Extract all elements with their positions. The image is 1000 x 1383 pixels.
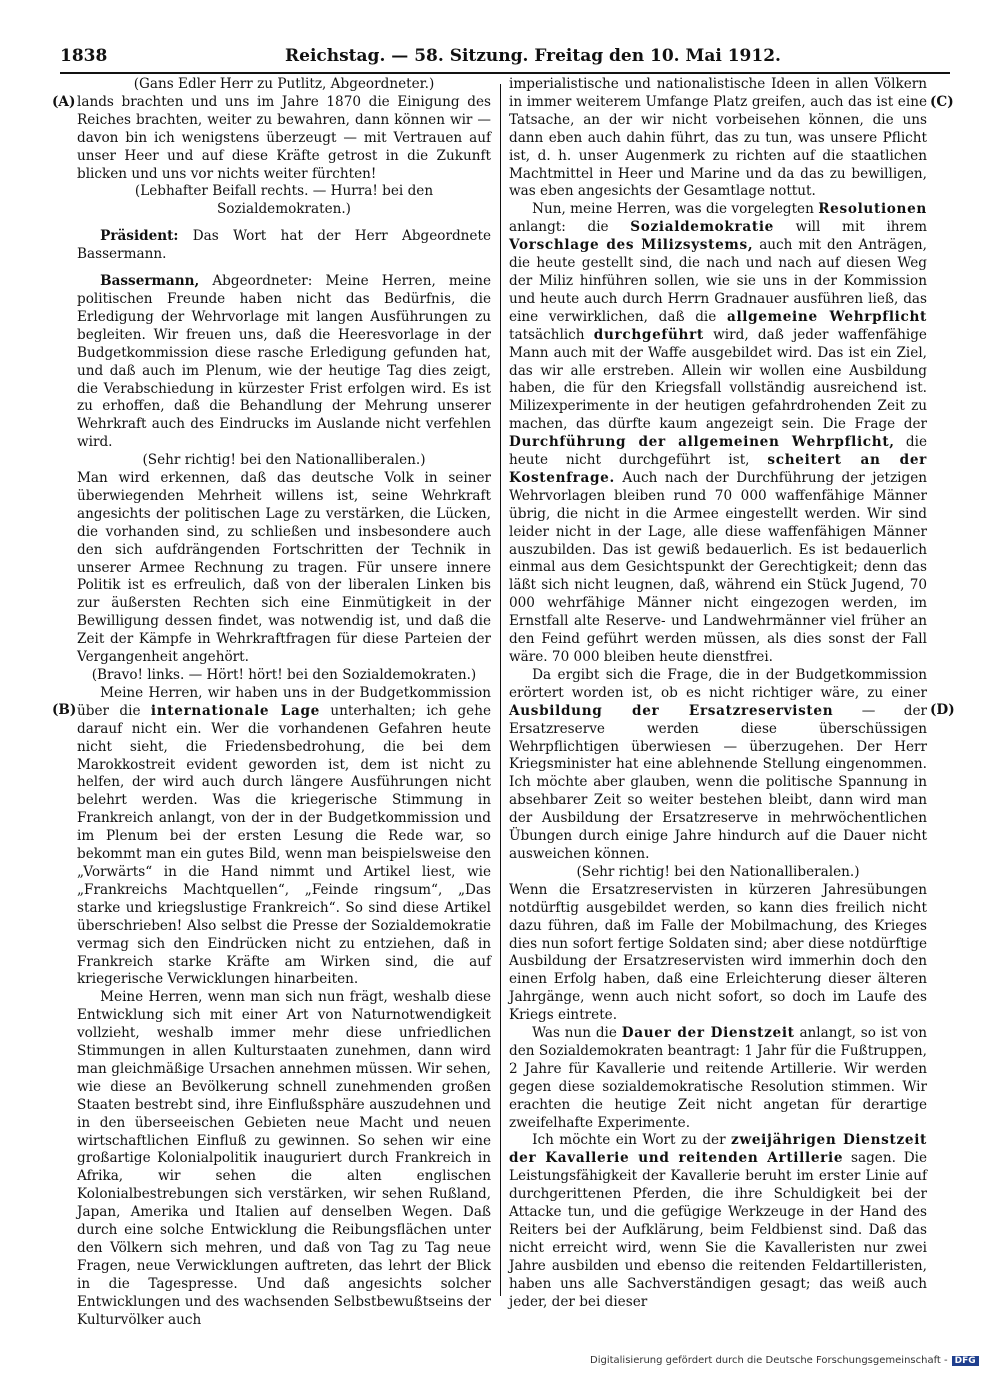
paragraph: Meine Herren, wenn man sich nun frägt, weshalb diese Entwicklung sich mit einer Art von Naturnotwendigkeit vollzieht, weshalb immer mehr diese unfriedlichen Stimmungen in allen Kulturstaaten zunehmen, dann wird man gleichmäßige Ursachen annehmen müssen. Wir sehen, wie diese an Bevölkerung schnell zunehmenden großen Staaten bestrebt sind, ihre Einflußsphäre auszudehnen und in den überseeischen Gebieten neue Macht und neuen wirtschaftlichen Einfluß zu gewinnen. So sehen wir eine großartige Kolonialpolitik inauguriert durch Frankreich in Afrika, wir sehen die alten englischen Kolonialbestrebungen sich verstärken, wir sehen Rußland, Japan, Amerika und Italien auf denselben Wegen. Daß durch eine solche Entwicklung die Reibungsflächen unter den Völkern sich mehren, und daß von Tag zu Tag neue Fragen, neue Verwicklungen auftreten, das lehrt der Blick in die Tagespresse. Und daß angesichts solcher Entwicklungen und des wachsenden Selbstbewußtseins der Kulturvölker auch	[77, 989, 491, 1328]
speaker-label: Präsident:	[100, 228, 179, 245]
paragraph: Wenn die Ersatzreservisten in kürzeren Jahresübungen notdürftig ausgebildet werden, so kann dies freilich nicht dazu führen, daß im Falle der Mobilmachung, des Krieges dies nun sofort fertige Soldaten sind; aber diese notdürftige Ausbildung der Ersatzreservisten wird immerhin doch den einen Erfolg haben, daß eine Erleichterung dieser älteren Jahrgänge, wenn auch nicht sofort, so doch im Laufe des Kriegs eintrete.	[509, 881, 927, 1024]
running-head: Reichstag. — 58. Sitzung. Freitag den 10. Mai 1912.	[285, 46, 781, 66]
credit-text: Digitalisierung gefördert durch die Deutsche Forschungsgemeinschaft -	[590, 1355, 948, 1366]
dfg-logo: DFG	[952, 1356, 979, 1366]
margin-marker-c: (C)	[930, 94, 954, 110]
paragraph: Bassermann, Abgeordneter: Meine Herren, meine politischen Freunde haben nicht das Bedürfnis, die Erledigung der Wehrvorlage mit langen Ausführungen zu begleiten. Wir freuen uns, daß die Heeresvorlage in der Budgetkommission diese rasche Erledigung gefunden hat, und daß auch im Plenum, wie der heutige Tag dies zeigt, die Verabschiedung in kürzester Frist erfolgen wird. Es ist zu erhoffen, daß die Behandlung der Mehrung unserer Wehrkraft auch des Eindrucks im Auslande nicht verfehlen wird.	[77, 273, 491, 451]
paragraph: lands brachten und uns im Jahre 1870 die Einigung des Reiches brachten, weiter zu bewahren, dann können wir — davon bin ich wenigstens überzeugt — mit Vertrauen auf unser Heer und auf diese Kräfte getrost in die Zukunft blicken und uns vor nichts weiter fürchten!	[77, 93, 491, 182]
digitization-credit	[590, 1355, 979, 1366]
left-column	[77, 76, 491, 1330]
page-header	[60, 46, 960, 72]
right-column	[509, 76, 927, 1312]
speaker-note: (Gans Edler Herr zu Putlitz, Abgeordneter.)	[133, 76, 435, 92]
paragraph: imperialistische und nationalistische Ideen in allen Völkern in immer weiterem Umfange Platz greifen, auch das ist eine Tatsache, an der wir nicht vorbeisehen können, die uns dann eben auch dahin führt, das zu tun, was unsere Pflicht ist, d. h. unser Augenmerk zu richten auf die staatlichen Machtmittel in Heer und Marine und da das zu bewilligen, was eben angesichts der Gesamtlage nottut.	[509, 76, 927, 200]
reaction: (Sehr richtig! bei den Nationalliberalen.)	[576, 863, 860, 880]
header-rule	[60, 72, 950, 74]
reaction: (Lebhafter Beifall rechts. — Hurra! bei den Sozialdemokraten.)	[134, 183, 434, 218]
paragraph: Nun, meine Herren, was die vorgelegten Resolutionen anlangt: die Sozialdemokratie will mit ihrem Vorschlage des Milizsystems, auch mit den Anträgen, die heute gestellt sind, die nach und nach auf diesen Weg der Miliz hinführen sollen, wie sie uns in der Kommission und heute auch durch Herrn Gradnauer ausführen ließ, das eine verwirklichen, daß die allgemeine Wehrpflicht tatsächlich durchgeführt wird, daß jeder waffenfähige Mann auch mit der Waffe ausgebildet wird. Das ist ein Ziel, das wir alle erstreben. Allein wir wollen eine Ausbildung haben, die für den Kriegsfall vollständig ausreichend ist. Milizexperimente in der heutigen gefahrdrohenden Zeit zu machen, das dürfte kaum angezeigt sein. Die Frage der Durchführung der allgemeinen Wehrpflicht, die heute nicht durchgeführt ist, scheitert an der Kostenfrage. Auch nach der Durchführung der jetzigen Wehrvorlagen bleiben rund 70 000 waffenfähige Männer übrig, die nicht in die Armee eingestellt werden. Wir sind leider nicht in der Lage, alle diese waffenfähigen Männer auszubilden. Das ist gewiß bedauerlich. Es ist bedauerlich einmal aus dem Gesichtspunkt der Gerechtigkeit; denn das läßt sich nicht leugnen, daß, während ein Stück Jugend, 70 000 wehrfähige Männer nicht eingezogen werden, im Ernstfall alte Reserve- und Landwehrmänner viel früher an den Feind geführt werden müssen, als dies sonst der Fall wäre. 70 000 bleiben heute dienstfrei.	[509, 201, 928, 665]
margin-marker-b: (B)	[52, 702, 77, 718]
page-number: 1838	[60, 46, 108, 66]
column-divider	[500, 84, 501, 1296]
paragraph: Man wird erkennen, daß das deutsche Volk in seiner überwiegenden Mehrheit willens ist, seine Wehrkraft angesichts der politischen Lage zu verstärken, die Lücken, die vorhanden sind, zu schließen und insbesondere auch den sich aufdrängenden Fortschritten der Technik in unserer Armee Rechnung zu tragen. Für unsere innere Politik ist es erfreulich, daß von der liberalen Linken bis zur äußersten Rechten sich eine Einmütigkeit in der Bewilligung dessen findet, was notwendig ist, und daß die Zeit der Kämpfe in Wehrkraftfragen für diese Parteien der Vergangenheit angehört.	[77, 470, 491, 666]
paragraph: Da ergibt sich die Frage, die in der Budgetkommission erörtert worden ist, ob es nicht richtiger wäre, zu einer Ausbildung der Ersatzreservisten — der Ersatzreserve werden diese überschüssigen Wehrpflichtigen überwiesen — überzugehen. Der Herr Kriegsminister hat eine ablehnende Stellung eingenommen. Ich möchte aber glauben, wenn die politische Spannung in absehbarer Zeit so weiter bestehen bleibt, dann wird man der Ausbildung der Ersatzreserve in mehrwöchentlichen Übungen durch einige Jahre hindurch auf die Dauer nicht ausweichen können.	[509, 666, 927, 862]
reaction: (Sehr richtig! bei den Nationalliberalen.)	[142, 452, 426, 469]
speaker-label: Bassermann,	[100, 273, 200, 290]
paragraph: Meine Herren, wir haben uns in der Budgetkommission über die internationale Lage unterhalten; ich gehe darauf nicht ein. Wer die vorhandenen Gefahren heute nicht sieht, die Friedensbedrohung, die bei dem Marokkostreit evident geworden ist, dem ist nicht zu helfen, der wird auch durch längere Ausführungen nicht belehrt werden. Was die kriegerische Stimmung in Frankreich anlangt, von der in der Budgetkommission und im Plenum bei der ersten Lesung die Rede war, so bekommt man ein gutes Bild, wenn man beispielsweise den „Vorwärts“ in die Hand nimmt und Artikel liest, wie „Frankreichs Machtquellen“, „Feinde ringsum“, „Das starke und kriegslustige Frankreich“. So sind diese Artikel überschrieben! Also selbst die Presse der Sozialdemokratie vermag sich den Eindrücken nicht zu entziehen, daß in Frankreich starke Kräfte am Wirken sind, die auf kriegerische Verwicklungen hinarbeiten.	[77, 684, 491, 988]
reaction: (Bravo! links. — Hört! hört! bei den Sozialdemokraten.)	[91, 667, 477, 683]
margin-marker-a: (A)	[52, 94, 76, 110]
paragraph: Präsident: Das Wort hat der Herr Abgeordnete Bassermann.	[77, 228, 491, 263]
paragraph: Was nun die Dauer der Dienstzeit anlangt, so ist von den Sozialdemokraten beantragt: 1 Jahr für die Fußtruppen, 2 Jahre für Kavallerie und reitende Artillerie. Wir werden gegen diese sozialdemokratische Resolution stimmen. Wir erachten die heutige Zeit nicht angetan für derartige zweifelhafte Experimente.	[509, 1025, 927, 1131]
margin-marker-d: (D)	[930, 702, 955, 718]
paragraph: Ich möchte ein Wort zu der zweijährigen Dienstzeit der Kavallerie und reitenden Artillerie sagen. Die Leistungsfähigkeit der Kavallerie beruht im erster Linie auf durchgerittenen Pferden, die ihre Schuldigkeit bei der Attacke tun, und die gefügige Werkzeuge in der Hand des Reiters bei der Aufklärung, beim Feldbienst sind. Daß das nicht erreicht wird, wenn Sie die Kavalleristen nur zwei Jahre ausbilden und ebenso die reitenden Feldartilleristen, haben uns alle Sachverständigen gesagt; das weiß auch jeder, der bei dieser	[509, 1132, 927, 1310]
